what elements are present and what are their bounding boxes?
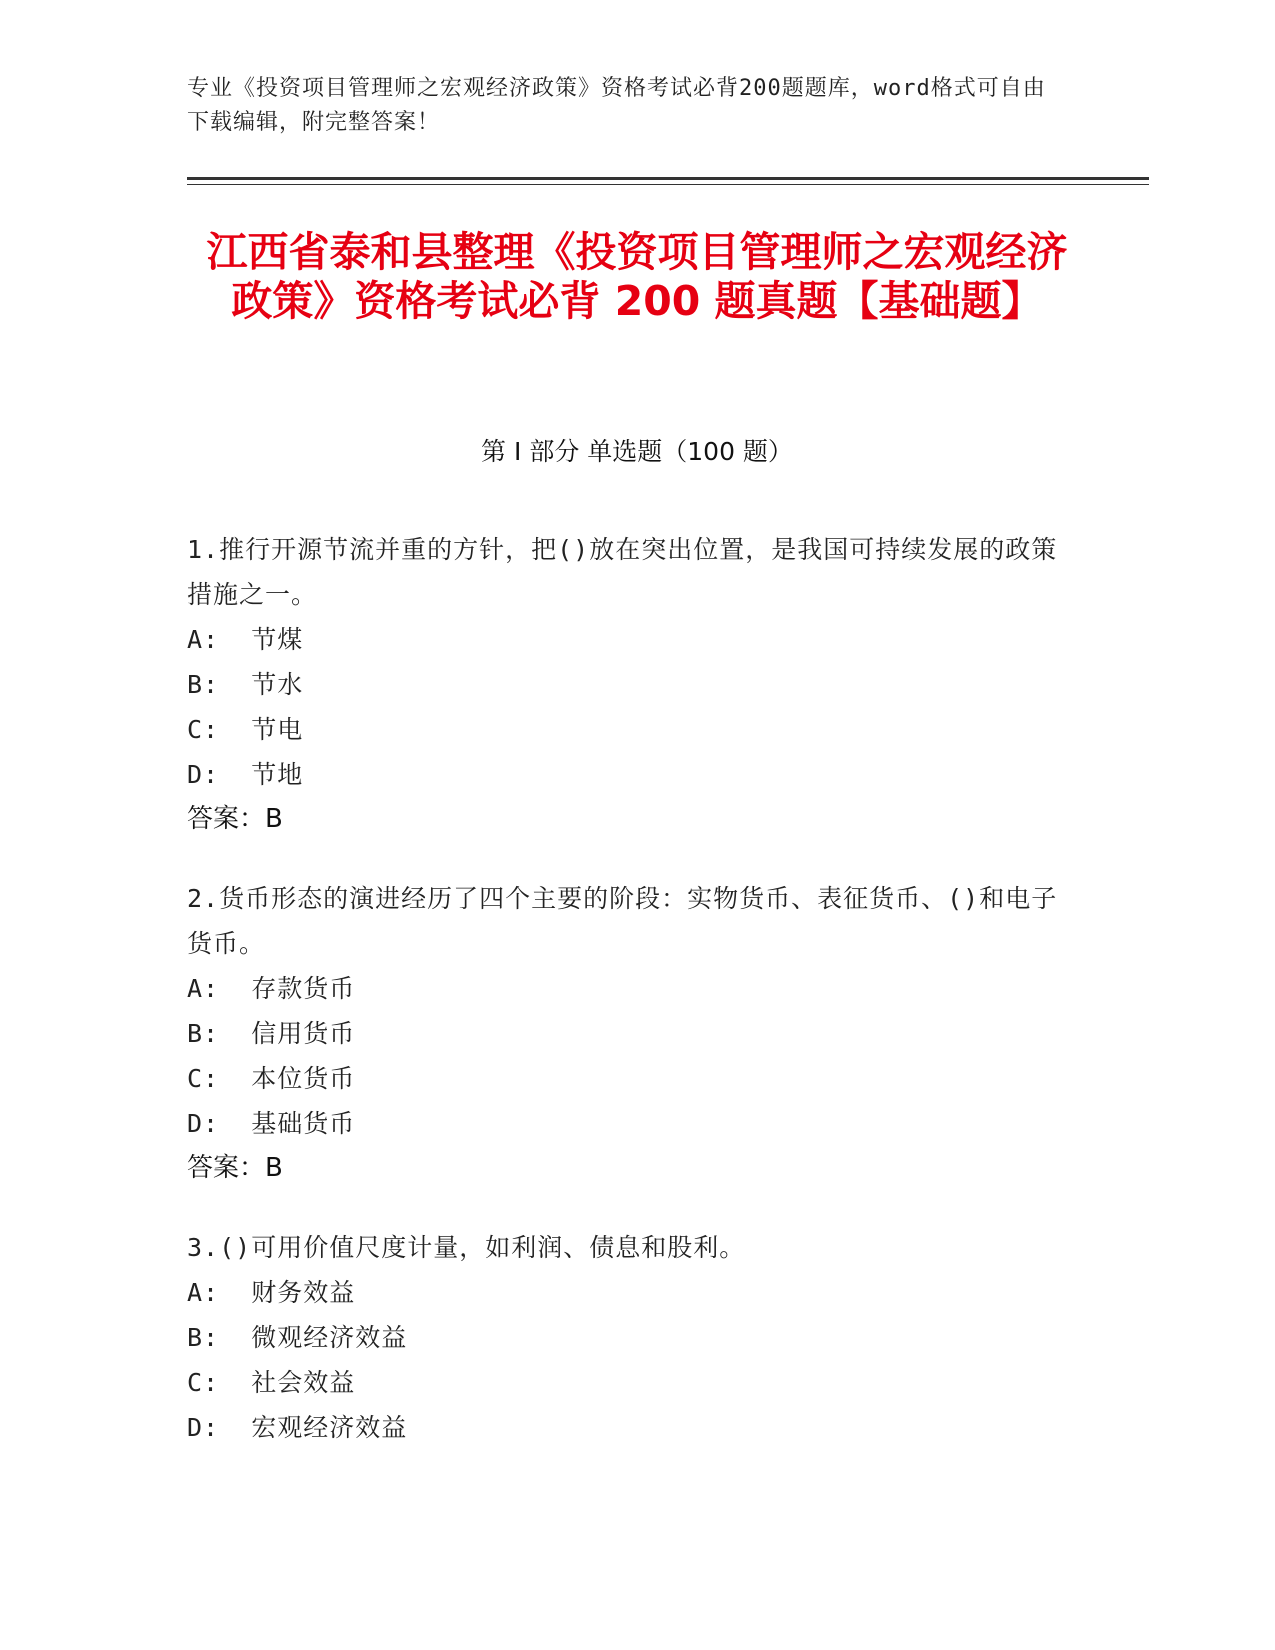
intro-text: 专业《投资项目管理师之宏观经济政策》资格考试必背200题题库，word格式可自由下载编辑，附完整答案！ (187, 76, 1046, 135)
question-stem: 2.货币形态的演进经历了四个主要的阶段：实物货币、表征货币、()和电子货币。 (187, 884, 1058, 958)
answer-line: 答案：B (187, 1153, 283, 1183)
option-c: C: 本位货币 (187, 1064, 356, 1093)
option-b: B: 信用货币 (187, 1019, 356, 1048)
option-a: A: 存款货币 (187, 974, 356, 1003)
question-item (187, 527, 1067, 842)
option-c: C: 节电 (187, 715, 304, 744)
question-item (187, 1225, 1067, 1450)
document-title: 江西省泰和县整理《投资项目管理师之宏观经济政策》资格考试必背 200 题真题【基础题】 (206, 228, 1068, 325)
question-stem: 3.()可用价值尺度计量，如利润、债息和股利。 (187, 1233, 746, 1262)
section-heading: 第 I 部分 单选题（100 题） (481, 437, 793, 466)
question-list (187, 527, 1067, 1484)
header-divider-thin (187, 184, 1149, 185)
option-d: D: 基础货币 (187, 1109, 356, 1138)
question-stem: 1.推行开源节流并重的方针，把()放在突出位置，是我国可持续发展的政策措施之一。 (187, 535, 1058, 609)
option-a: A: 财务效益 (187, 1278, 356, 1307)
option-d: D: 宏观经济效益 (187, 1413, 408, 1442)
option-a: A: 节煤 (187, 625, 304, 654)
option-b: B: 节水 (187, 670, 304, 699)
question-item (187, 876, 1067, 1191)
answer-line: 答案：B (187, 804, 283, 834)
header-divider-thick (187, 177, 1149, 180)
option-d: D: 节地 (187, 760, 304, 789)
option-b: B: 微观经济效益 (187, 1323, 408, 1352)
option-c: C: 社会效益 (187, 1368, 356, 1397)
